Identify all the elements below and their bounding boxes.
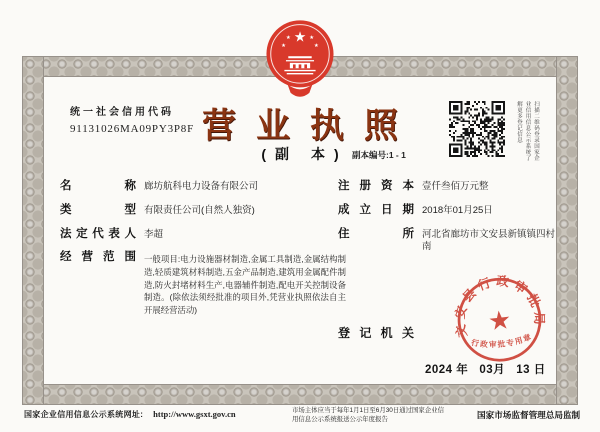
svg-text:★: ★ <box>285 35 291 42</box>
page-title: 营业执照 <box>202 107 418 145</box>
field-label-name: 名称 <box>60 180 136 192</box>
issue-date: 2024 年 03月 13 日 <box>425 364 546 376</box>
field-row-type <box>60 204 346 218</box>
field-label-scope: 经营范围 <box>60 251 136 264</box>
credit-code-block <box>70 103 194 135</box>
field-value-capital: 壹仟叁佰万元整 <box>422 181 489 192</box>
qr-caption: 扫描二维码登录国家企业信用信息公示系统了解更多登记信息 <box>515 101 539 161</box>
svg-text:★: ★ <box>313 42 319 49</box>
field-value-established: 2018年01月25日 <box>422 204 493 216</box>
svg-text:★: ★ <box>281 42 287 49</box>
seal-ring-text: 文安县行政审批局 <box>452 273 547 339</box>
field-label-established: 成立日期 <box>338 203 414 216</box>
copy-number: 副本编号:1 - 1 <box>352 150 406 160</box>
field-label-type: 类型 <box>60 203 136 216</box>
field-value-type: 有限责任公司(自然人独资) <box>144 204 255 216</box>
field-row-name <box>60 180 346 194</box>
field-label-legal-rep: 法定代表人 <box>60 227 136 240</box>
field-row-legal-rep <box>60 228 346 242</box>
credit-code-label: 统一社会信用代码 <box>70 107 174 118</box>
field-value-scope: 一般项目:电力设施器材制造,金属工具制造,金属结构制造,轻质建筑材料制造,五金产品制造,建筑用金属配件制造,防火封堵材料生产,电器辅件制造,配电开关控制设备制造。(除依法须经批准的项目外,凭营业执照依法自主开展经营活动) <box>144 254 346 315</box>
credit-code-value: 91131026MA09PY3P8F <box>70 123 195 135</box>
border-band-bottom <box>22 384 578 405</box>
field-value-legal-rep: 李超 <box>144 228 164 240</box>
field-row-established <box>338 204 564 218</box>
svg-text:★: ★ <box>293 29 307 46</box>
fields-right-column <box>338 180 564 264</box>
svg-text:★: ★ <box>486 305 513 338</box>
field-row-registrar <box>338 326 458 340</box>
field-value-address: 河北省廊坊市文安县新镇镇四村南 <box>422 228 556 253</box>
seal-bottom-text: 行政审批专用章 <box>470 332 534 350</box>
official-seal-icon <box>438 262 561 385</box>
field-row-address <box>338 228 564 255</box>
footer-site-url: http://www.gsxt.gov.cn <box>153 409 236 419</box>
field-label-capital: 注册资本 <box>338 180 414 192</box>
license-subtitle: (副 本) <box>261 146 348 162</box>
footer-site-label: 国家企业信用信息公示系统网址: <box>24 410 144 419</box>
field-row-scope <box>60 251 346 316</box>
field-label-address: 住所 <box>338 227 414 240</box>
svg-text:★: ★ <box>309 35 315 42</box>
field-label-registrar: 登记机关 <box>338 326 414 340</box>
footer-site <box>24 409 236 420</box>
footer-annual-report-notice: 市场主体应当于每年1月1日至6月30日通过国家企业信用信息公示系统报送公示年度报告 <box>292 407 444 423</box>
national-emblem-icon <box>261 18 339 110</box>
field-row-capital <box>338 180 564 194</box>
fields-left-column <box>60 180 346 326</box>
footer-producer: 国家市场监督管理总局监制 <box>477 410 581 420</box>
field-value-name: 廊坊航科电力设备有限公司 <box>144 181 259 192</box>
